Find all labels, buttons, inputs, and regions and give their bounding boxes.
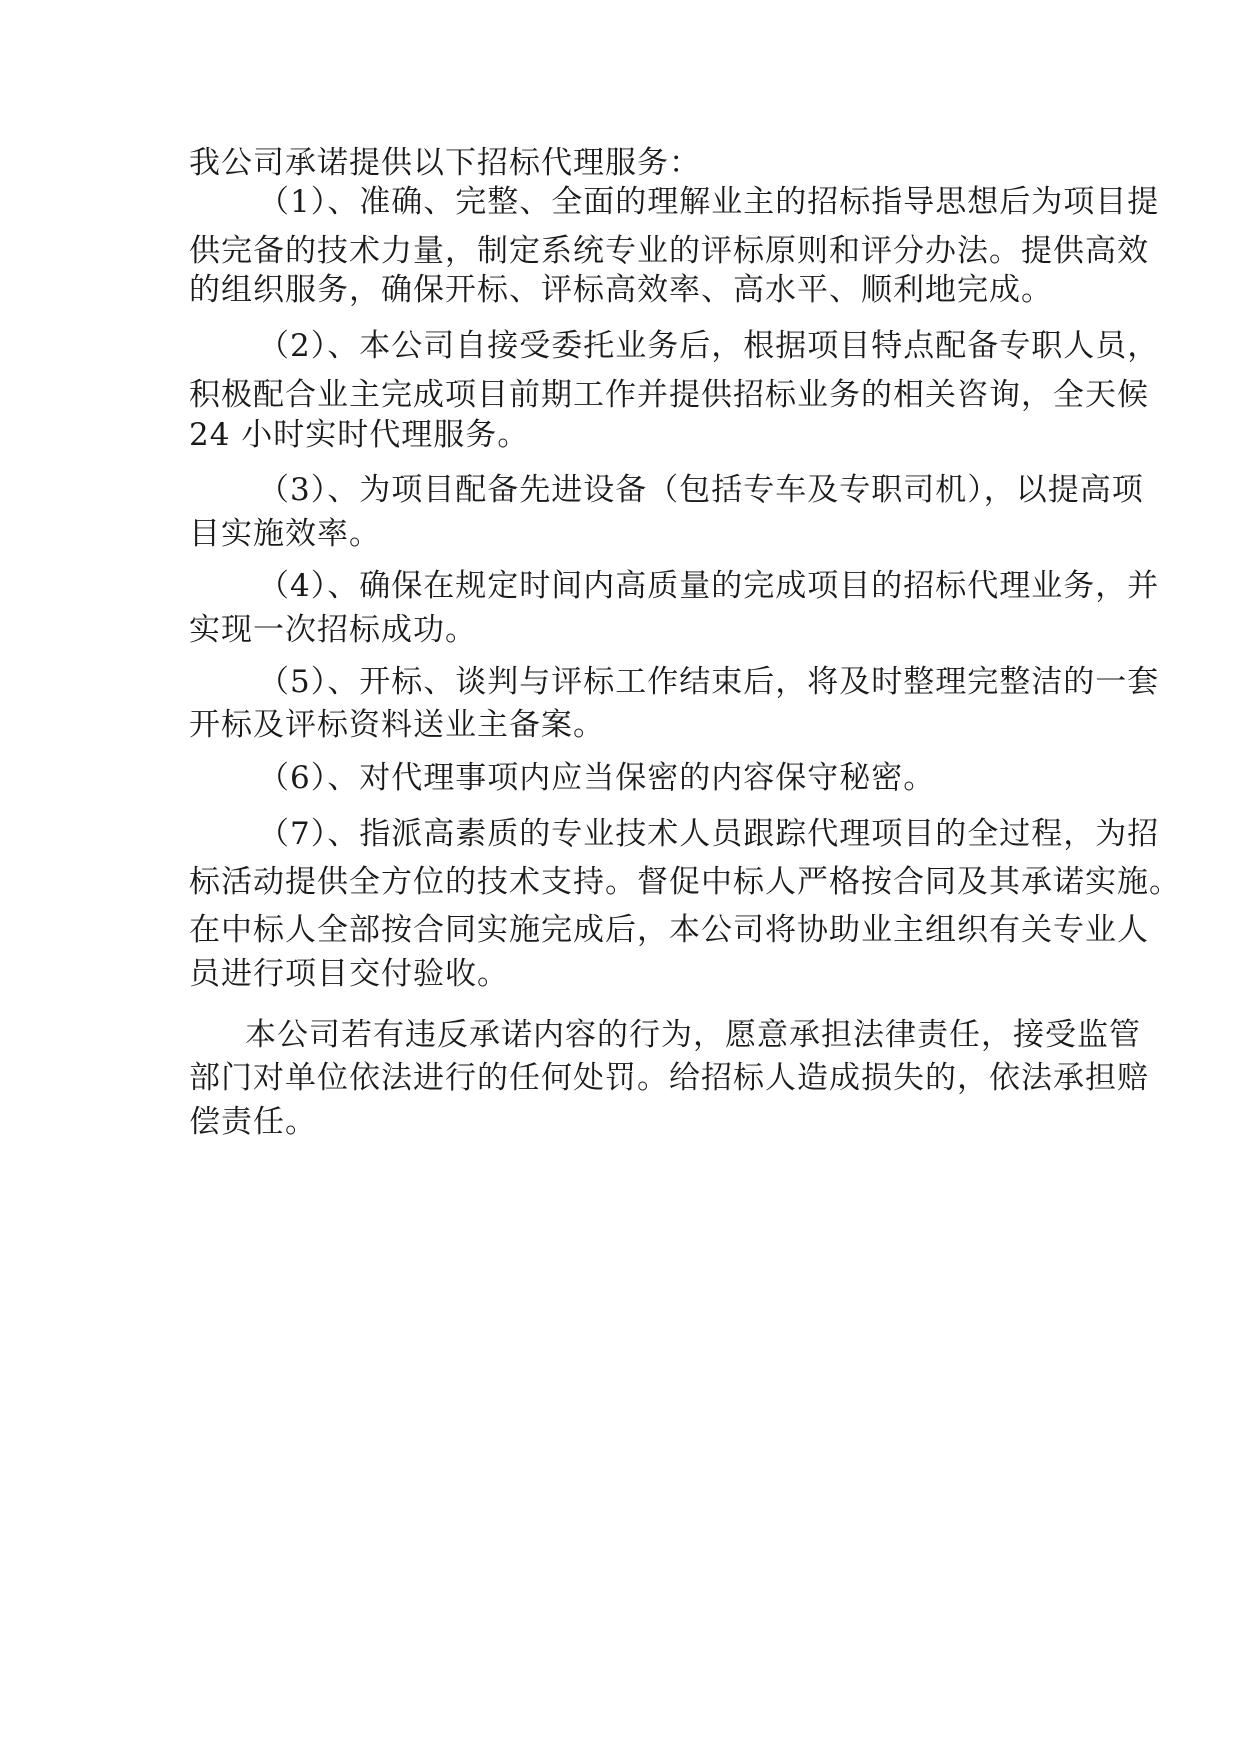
item-2-line-3: 24 小时实时代理服务。 — [189, 417, 530, 453]
intro-text: 我公司承诺提供以下招标代理服务： — [189, 145, 701, 181]
item-7-line-4: 员进行项目交付验收。 — [189, 956, 509, 992]
closing-line-1: 本公司若有违反承诺内容的行为，愿意承担法律责任，接受监管 — [245, 1017, 1141, 1053]
closing-line-3: 偿责任。 — [189, 1104, 317, 1140]
item-5-line-1: （5）、开标、谈判与评标工作结束后，将及时整理完整洁的一套 — [258, 664, 1160, 700]
closing-line-2: 部门对单位依法进行的任何处罚。给招标人造成损失的，依法承担赔 — [189, 1060, 1149, 1096]
item-7-line-1: （7）、指派高素质的专业技术人员跟踪代理项目的全过程，为招 — [258, 816, 1160, 852]
item-5-line-2: 开标及评标资料送业主备案。 — [189, 707, 605, 743]
item-1-line-1: （1）、准确、完整、全面的理解业主的招标指导思想后为项目提 — [258, 184, 1160, 220]
item-7-line-2: 标活动提供全方位的技术支持。督促中标人严格按合同及其承诺实施。 — [189, 864, 1181, 900]
item-1-line-2: 供完备的技术力量，制定系统专业的评标原则和评分办法。提供高效 — [189, 233, 1149, 269]
item-1-line-3: 的组织服务，确保开标、评标高效率、高水平、顺利地完成。 — [189, 272, 1053, 308]
item-2-line-1: （2）、本公司自接受委托业务后，根据项目特点配备专职人员， — [258, 328, 1160, 364]
item-3-line-2: 目实施效率。 — [189, 516, 381, 552]
item-2-line-2: 积极配合业主完成项目前期工作并提供招标业务的相关咨询，全天候 — [189, 377, 1149, 413]
item-7-line-3: 在中标人全部按合同实施完成后，本公司将协助业主组织有关专业人 — [189, 912, 1149, 948]
item-4-line-2: 实现一次招标成功。 — [189, 612, 477, 648]
item-3-line-1: （3）、为项目配备先进设备（包括专车及专职司机），以提高项 — [258, 472, 1144, 508]
item-4-line-1: （4）、确保在规定时间内高质量的完成项目的招标代理业务，并 — [258, 568, 1160, 604]
item-6-line-1: （6）、对代理事项内应当保密的内容保守秘密。 — [258, 760, 936, 796]
